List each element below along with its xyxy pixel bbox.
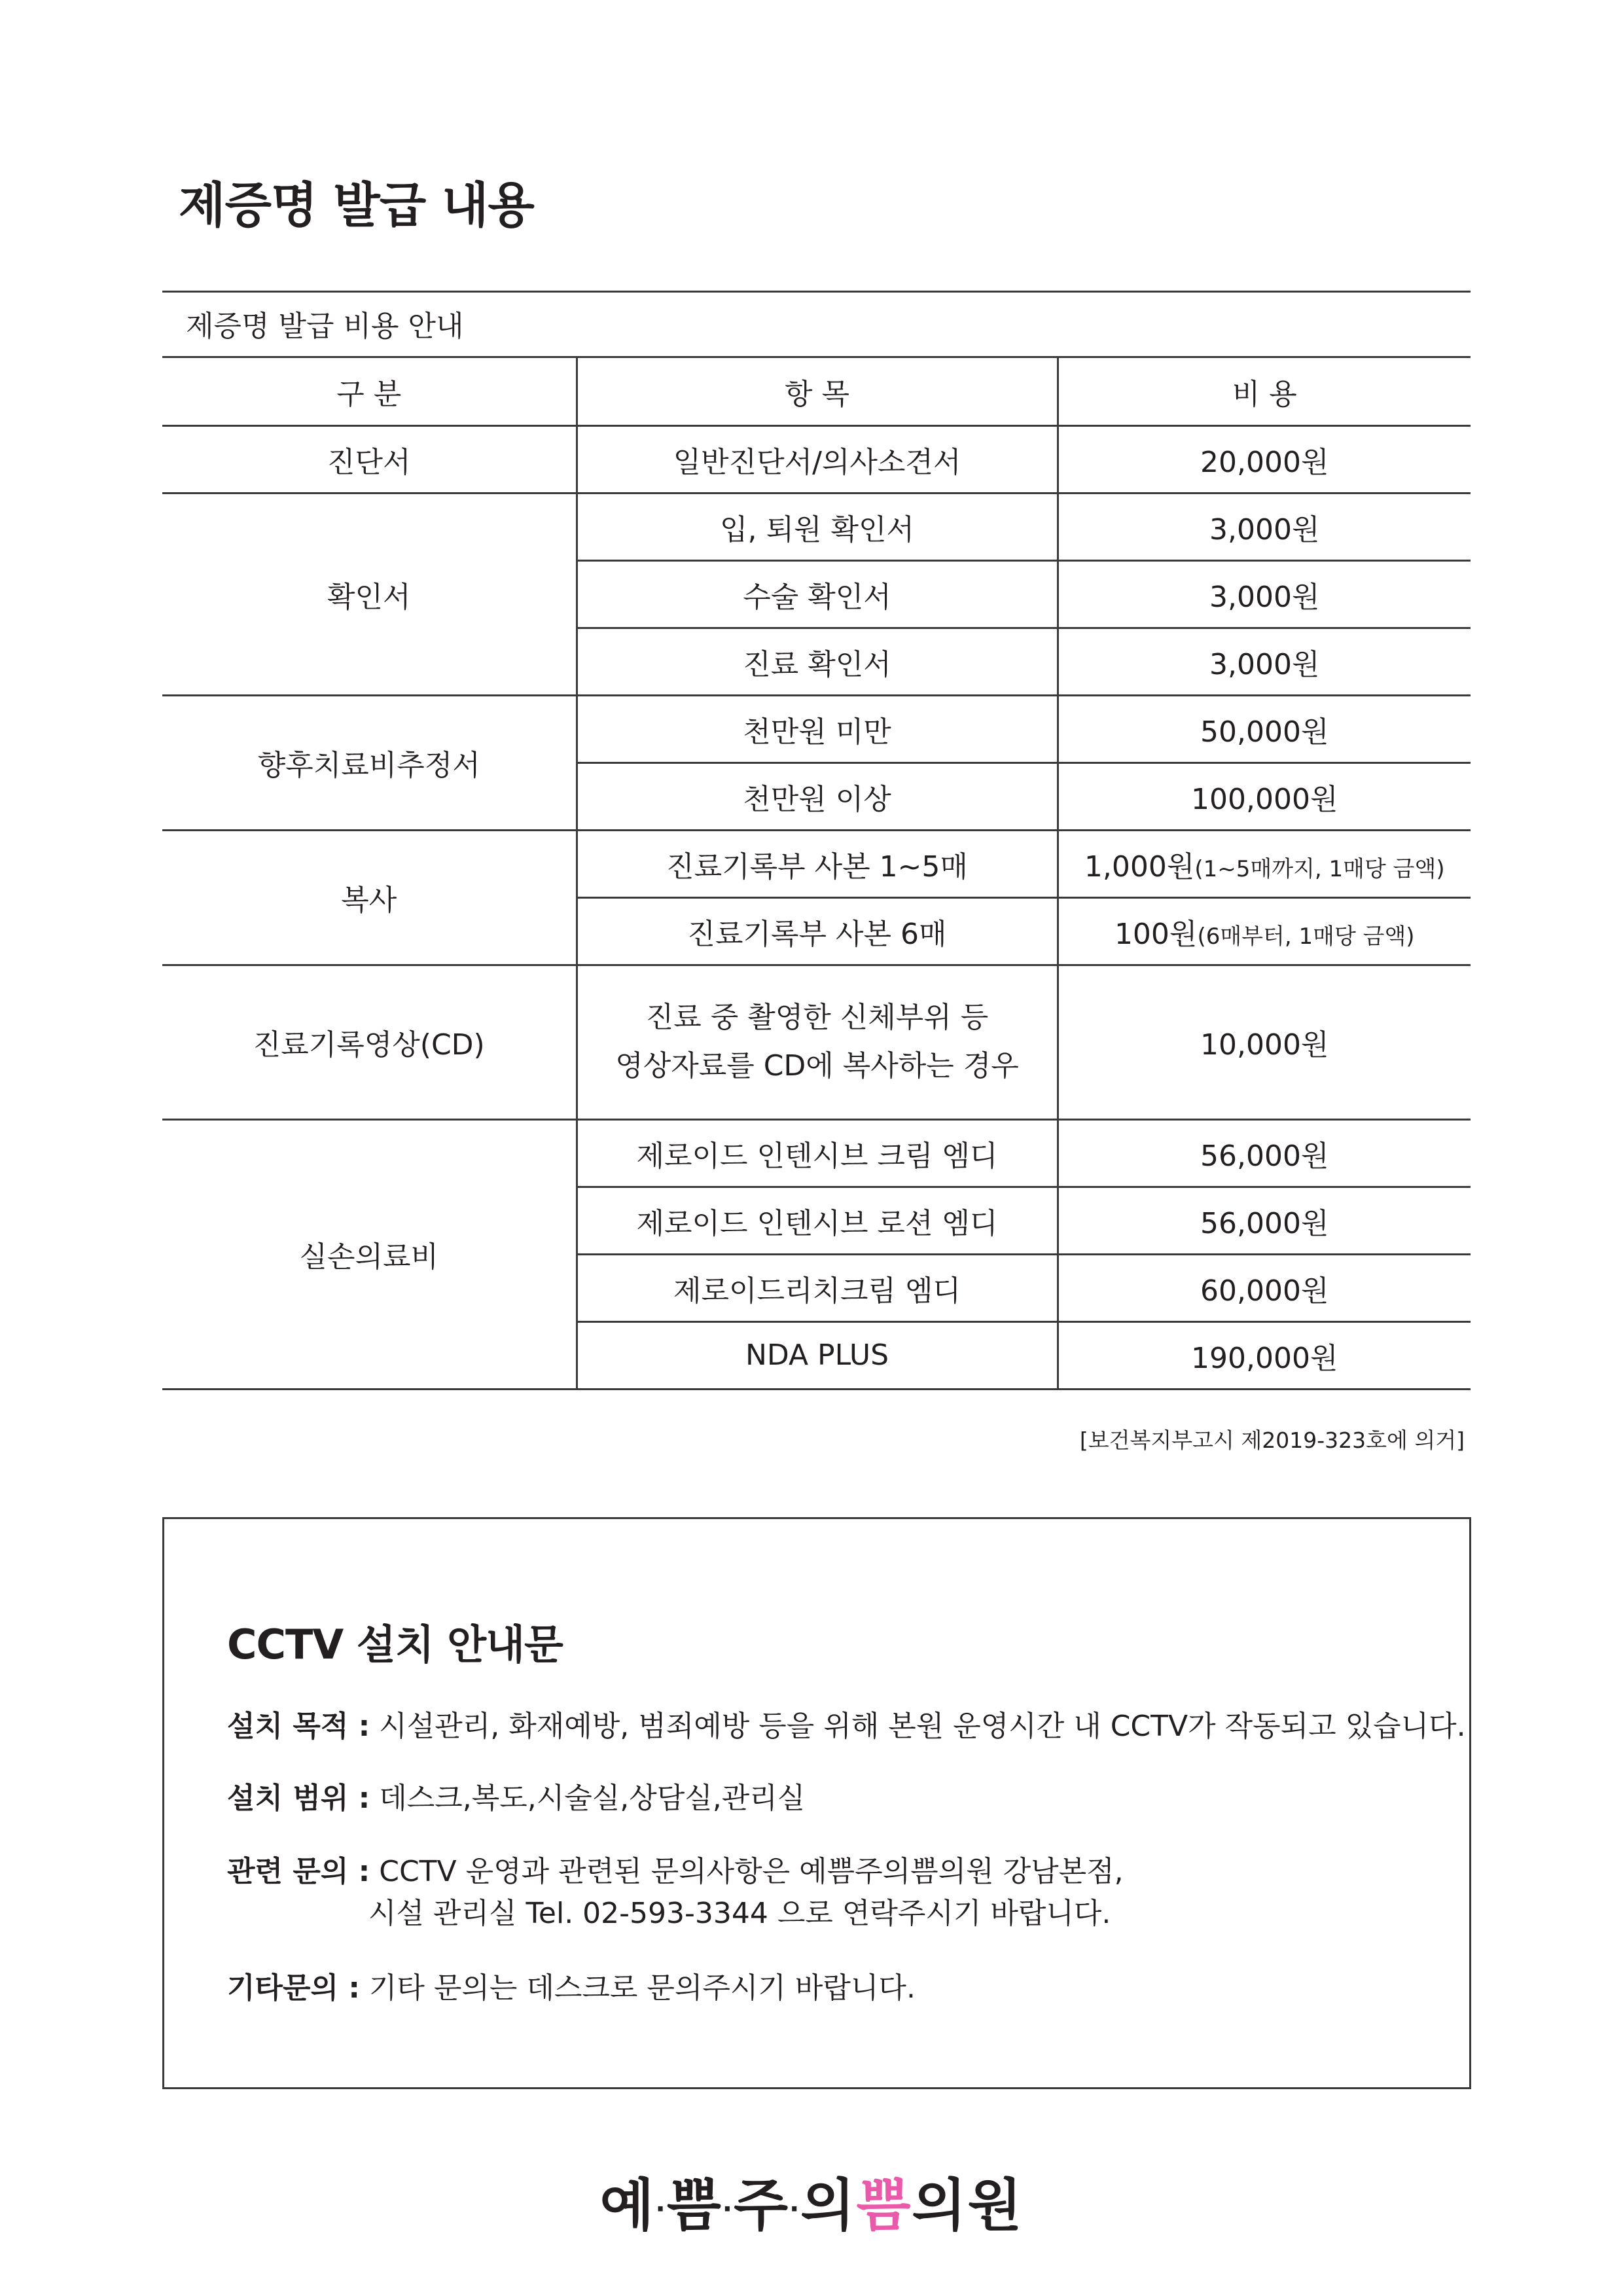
price-value: 1,000원 <box>1084 850 1195 884</box>
category-cell: 진단서 <box>162 425 577 493</box>
table-row <box>162 1119 1471 1187</box>
cctv-purpose <box>227 1702 1466 1744</box>
logo-separator: · <box>655 2194 667 2225</box>
category-cell: 향후치료비추정서 <box>162 695 577 830</box>
item-cell: NDA PLUS <box>577 1321 1058 1389</box>
cctv-scope-text: 데스크,복도,시술실,상담실,관리실 <box>370 1782 806 1815</box>
header-category: 구 분 <box>162 358 577 425</box>
cctv-other <box>227 1964 916 2006</box>
logo-part: 의원 <box>912 2173 1024 2238</box>
header-price: 비 용 <box>1058 358 1471 425</box>
item-cell: 제로이드리치크림 엠디 <box>577 1254 1058 1321</box>
table-row <box>162 965 1471 1119</box>
item-cell <box>577 965 1058 1119</box>
item-line: 영상자료를 CD에 복사하는 경우 <box>615 1049 1019 1083</box>
item-cell: 진료기록부 사본 1~5매 <box>577 830 1058 897</box>
price-cell: 20,000원 <box>1058 425 1471 493</box>
price-cell: 50,000원 <box>1058 695 1471 762</box>
price-cell: 3,000원 <box>1058 493 1471 560</box>
cctv-title: CCTV 설치 안내문 <box>227 1621 563 1668</box>
item-cell: 천만원 이상 <box>577 762 1058 830</box>
item-cell: 일반진단서/의사소견서 <box>577 425 1058 493</box>
table-row <box>162 425 1471 493</box>
item-cell: 입, 퇴원 확인서 <box>577 493 1058 560</box>
cctv-purpose-text: 시설관리, 화재예방, 범죄예방 등을 위해 본원 운영시간 내 CCTV가 작동되고 있습니다. <box>370 1710 1466 1743</box>
logo-separator: · <box>722 2194 734 2225</box>
price-cell: 190,000원 <box>1058 1321 1471 1389</box>
price-note: (1~5매까지, 1매당 금액) <box>1194 855 1445 882</box>
item-cell: 진료 확인서 <box>577 628 1058 695</box>
fee-table-section <box>162 291 1471 1390</box>
category-cell: 복사 <box>162 830 577 965</box>
price-cell: 56,000원 <box>1058 1119 1471 1187</box>
price-cell: 100,000원 <box>1058 762 1471 830</box>
price-cell: 60,000원 <box>1058 1254 1471 1321</box>
price-cell: 3,000원 <box>1058 628 1471 695</box>
item-cell: 제로이드 인텐시브 크림 엠디 <box>577 1119 1058 1187</box>
fee-table-caption: 제증명 발급 비용 안내 <box>162 291 1471 358</box>
price-cell: 10,000원 <box>1058 965 1471 1119</box>
cctv-scope-label: 설치 범위 : <box>227 1782 370 1815</box>
cctv-other-text: 기타 문의는 데스크로 문의주시기 바랍니다. <box>359 1971 916 2005</box>
cctv-inquiry-text: CCTV 운영과 관련된 문의사항은 예쁨주의쁨의원 강남본점, <box>370 1855 1124 1888</box>
logo-part: 의 <box>800 2173 857 2238</box>
fee-table <box>162 358 1471 1390</box>
logo-part: 쁨 <box>666 2173 722 2238</box>
cctv-other-label: 기타문의 : <box>227 1971 360 2005</box>
table-row <box>162 493 1471 560</box>
cctv-purpose-label: 설치 목적 : <box>227 1710 370 1743</box>
header-item: 항 목 <box>577 358 1058 425</box>
price-cell: 56,000원 <box>1058 1187 1471 1254</box>
item-cell: 진료기록부 사본 6매 <box>577 897 1058 965</box>
category-cell: 실손의료비 <box>162 1119 577 1389</box>
legal-note: [보건복지부고시 제2019-323호에 의거] <box>1079 1427 1465 1453</box>
logo-separator: · <box>789 2194 801 2225</box>
clinic-logo <box>0 2160 1623 2241</box>
price-value: 100원 <box>1114 917 1198 951</box>
item-line: 진료 중 촬영한 신체부위 등 <box>645 1001 989 1034</box>
table-row <box>162 695 1471 762</box>
item-cell: 수술 확인서 <box>577 560 1058 628</box>
cctv-inquiry-continued: 시설 관리실 Tel. 02-593-3344 으로 연락주시기 바랍니다. <box>368 1897 1111 1930</box>
item-cell: 제로이드 인텐시브 로션 엠디 <box>577 1187 1058 1254</box>
category-cell: 진료기록영상(CD) <box>162 965 577 1119</box>
cctv-inquiry <box>227 1848 1124 1890</box>
logo-part: 주 <box>733 2173 790 2238</box>
price-cell: 3,000원 <box>1058 560 1471 628</box>
category-cell: 확인서 <box>162 493 577 695</box>
logo-part: 예 <box>599 2173 656 2238</box>
price-cell <box>1058 897 1471 965</box>
cctv-inquiry-label: 관련 문의 : <box>227 1855 370 1888</box>
table-row <box>162 830 1471 897</box>
page-title: 제증명 발급 내용 <box>179 177 534 234</box>
logo-accent: 쁨 <box>856 2173 912 2238</box>
price-note: (6매부터, 1매당 금액) <box>1197 923 1415 950</box>
price-cell <box>1058 830 1471 897</box>
cctv-scope <box>227 1774 805 1816</box>
item-cell: 천만원 미만 <box>577 695 1058 762</box>
table-header-row <box>162 358 1471 425</box>
cctv-notice-box <box>162 1517 1471 2089</box>
